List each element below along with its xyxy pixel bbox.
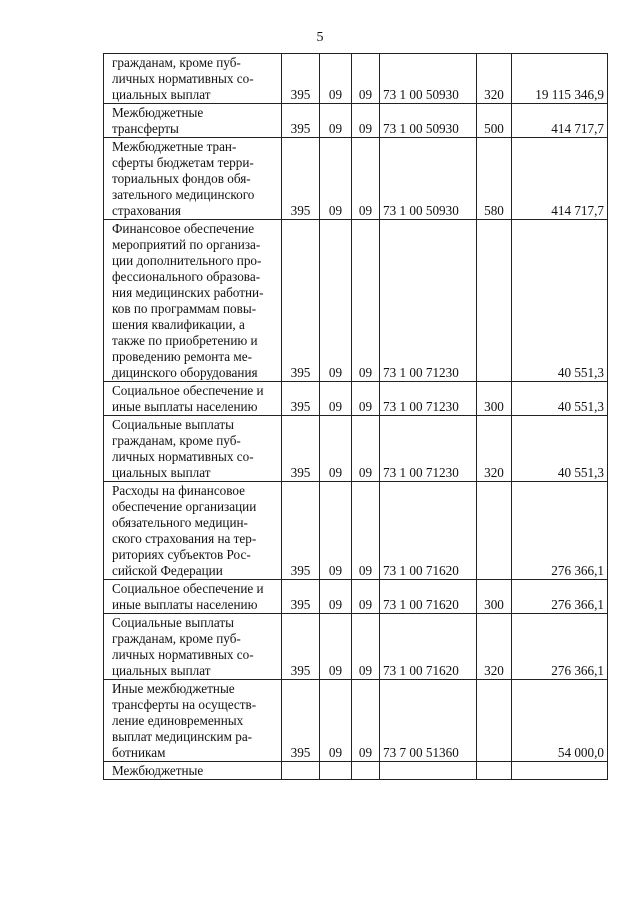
target-article-cell: 73 1 00 71620 bbox=[380, 614, 477, 680]
target-article-cell: 73 1 00 71620 bbox=[380, 580, 477, 614]
item-name-line: также по приобретению и bbox=[112, 333, 258, 348]
expense-type-cell: 300 bbox=[477, 382, 512, 416]
section-code-cell: 09 bbox=[320, 580, 352, 614]
item-name-cell bbox=[104, 482, 282, 580]
item-name-line: страхования bbox=[112, 203, 181, 218]
ministry-code-cell: 395 bbox=[282, 416, 320, 482]
item-name-line: Межбюджетные тран- bbox=[112, 139, 237, 154]
table-row bbox=[104, 54, 608, 104]
ministry-code-cell: 395 bbox=[282, 138, 320, 220]
item-name-cell bbox=[104, 416, 282, 482]
item-name bbox=[112, 763, 277, 779]
target-article-cell: 73 1 00 71230 bbox=[380, 382, 477, 416]
amount-cell: 276 366,1 bbox=[512, 580, 608, 614]
expense-type-cell: 320 bbox=[477, 614, 512, 680]
subsection-code-cell: 09 bbox=[352, 220, 380, 382]
table-row bbox=[104, 220, 608, 382]
table-row bbox=[104, 416, 608, 482]
item-name-line: иные выплаты населению bbox=[112, 597, 258, 612]
item-name-line: личных нормативных со- bbox=[112, 647, 254, 662]
subsection-code-cell: 09 bbox=[352, 580, 380, 614]
table-row bbox=[104, 104, 608, 138]
item-name bbox=[112, 483, 277, 579]
item-name-line: гражданам, кроме пуб- bbox=[112, 631, 241, 646]
item-name-line: риториях субъектов Рос- bbox=[112, 547, 251, 562]
ministry-code-cell: 395 bbox=[282, 220, 320, 382]
table-row bbox=[104, 762, 608, 780]
item-name-cell bbox=[104, 54, 282, 104]
item-name bbox=[112, 221, 277, 381]
item-name bbox=[112, 383, 277, 415]
expense-type-cell bbox=[477, 482, 512, 580]
item-name-line: сферты бюджетам терри- bbox=[112, 155, 254, 170]
ministry-code-cell: 395 bbox=[282, 382, 320, 416]
ministry-code-cell: 395 bbox=[282, 104, 320, 138]
section-code-cell: 09 bbox=[320, 416, 352, 482]
item-name-line: дицинского оборудования bbox=[112, 365, 258, 380]
subsection-code-cell: 09 bbox=[352, 54, 380, 104]
expense-type-cell: 320 bbox=[477, 54, 512, 104]
item-name-line: гражданам, кроме пуб- bbox=[112, 55, 241, 70]
table-row bbox=[104, 482, 608, 580]
item-name-cell bbox=[104, 104, 282, 138]
section-code-cell: 09 bbox=[320, 54, 352, 104]
target-article-cell: 73 1 00 50930 bbox=[380, 54, 477, 104]
budget-table bbox=[103, 53, 608, 780]
item-name bbox=[112, 615, 277, 679]
amount-cell: 54 000,0 bbox=[512, 680, 608, 762]
table-row bbox=[104, 382, 608, 416]
amount-cell: 276 366,1 bbox=[512, 614, 608, 680]
item-name-line: Расходы на финансовое bbox=[112, 483, 246, 498]
subsection-code-cell: 09 bbox=[352, 416, 380, 482]
subsection-code-cell bbox=[352, 762, 380, 780]
ministry-code-cell: 395 bbox=[282, 680, 320, 762]
item-name-cell bbox=[104, 580, 282, 614]
expense-type-cell: 580 bbox=[477, 138, 512, 220]
section-code-cell: 09 bbox=[320, 680, 352, 762]
amount-cell: 414 717,7 bbox=[512, 138, 608, 220]
ministry-code-cell: 395 bbox=[282, 614, 320, 680]
page-number: 5 bbox=[316, 30, 324, 45]
target-article-cell: 73 7 00 51360 bbox=[380, 680, 477, 762]
item-name-line: фессионального образова- bbox=[112, 269, 261, 284]
item-name-line: Иные межбюджетные bbox=[112, 681, 235, 696]
subsection-code-cell: 09 bbox=[352, 614, 380, 680]
item-name-line: Межбюджетные bbox=[112, 105, 204, 120]
item-name-line: Финансовое обеспечение bbox=[112, 221, 255, 236]
item-name-line: ции дополнительного про- bbox=[112, 253, 262, 268]
expense-type-cell bbox=[477, 220, 512, 382]
ministry-code-cell bbox=[282, 762, 320, 780]
amount-cell: 276 366,1 bbox=[512, 482, 608, 580]
item-name-line: обеспечение организации bbox=[112, 499, 257, 514]
table-row bbox=[104, 138, 608, 220]
item-name-line: циальных выплат bbox=[112, 87, 211, 102]
item-name-cell bbox=[104, 138, 282, 220]
table-row bbox=[104, 614, 608, 680]
item-name-line: зательного медицинского bbox=[112, 187, 255, 202]
item-name-line: Социальное обеспечение и bbox=[112, 581, 264, 596]
item-name-line: личных нормативных со- bbox=[112, 449, 254, 464]
expense-type-cell: 300 bbox=[477, 580, 512, 614]
subsection-code-cell: 09 bbox=[352, 382, 380, 416]
ministry-code-cell: 395 bbox=[282, 54, 320, 104]
section-code-cell: 09 bbox=[320, 382, 352, 416]
item-name-line: трансферты на осуществ- bbox=[112, 697, 257, 712]
item-name-line: ботникам bbox=[112, 745, 166, 760]
expense-type-cell bbox=[477, 680, 512, 762]
section-code-cell: 09 bbox=[320, 614, 352, 680]
item-name-line: Межбюджетные bbox=[112, 763, 204, 778]
item-name-line: Социальное обеспечение и bbox=[112, 383, 264, 398]
section-code-cell: 09 bbox=[320, 138, 352, 220]
target-article-cell: 73 1 00 71230 bbox=[380, 416, 477, 482]
target-article-cell bbox=[380, 762, 477, 780]
item-name-line: сийской Федерации bbox=[112, 563, 223, 578]
target-article-cell: 73 1 00 71620 bbox=[380, 482, 477, 580]
amount-cell: 414 717,7 bbox=[512, 104, 608, 138]
item-name-cell bbox=[104, 680, 282, 762]
item-name bbox=[112, 139, 277, 219]
item-name-line: трансферты bbox=[112, 121, 179, 136]
item-name-line: Социальные выплаты bbox=[112, 417, 234, 432]
item-name-cell bbox=[104, 614, 282, 680]
section-code-cell: 09 bbox=[320, 482, 352, 580]
item-name bbox=[112, 681, 277, 761]
item-name-line: ление единовременных bbox=[112, 713, 244, 728]
expense-type-cell: 500 bbox=[477, 104, 512, 138]
item-name bbox=[112, 581, 277, 613]
item-name-line: мероприятий по организа- bbox=[112, 237, 261, 252]
item-name-line: циальных выплат bbox=[112, 465, 211, 480]
item-name-cell bbox=[104, 762, 282, 780]
item-name bbox=[112, 55, 277, 103]
item-name-line: Социальные выплаты bbox=[112, 615, 234, 630]
target-article-cell: 73 1 00 50930 bbox=[380, 104, 477, 138]
table-row bbox=[104, 680, 608, 762]
subsection-code-cell: 09 bbox=[352, 138, 380, 220]
item-name-cell bbox=[104, 382, 282, 416]
amount-cell: 19 115 346,9 bbox=[512, 54, 608, 104]
section-code-cell: 09 bbox=[320, 220, 352, 382]
item-name-line: ков по программам повы- bbox=[112, 301, 257, 316]
subsection-code-cell: 09 bbox=[352, 482, 380, 580]
ministry-code-cell: 395 bbox=[282, 482, 320, 580]
ministry-code-cell: 395 bbox=[282, 580, 320, 614]
item-name-line: гражданам, кроме пуб- bbox=[112, 433, 241, 448]
item-name-line: ториальных фондов обя- bbox=[112, 171, 251, 186]
item-name-line: иные выплаты населению bbox=[112, 399, 258, 414]
target-article-cell: 73 1 00 71230 bbox=[380, 220, 477, 382]
item-name-line: шения квалификации, а bbox=[112, 317, 245, 332]
item-name bbox=[112, 417, 277, 481]
item-name-line: ского страхования на тер- bbox=[112, 531, 257, 546]
target-article-cell: 73 1 00 50930 bbox=[380, 138, 477, 220]
item-name-line: личных нормативных со- bbox=[112, 71, 254, 86]
expense-type-cell bbox=[477, 762, 512, 780]
item-name bbox=[112, 105, 277, 137]
item-name-cell bbox=[104, 220, 282, 382]
amount-cell bbox=[512, 762, 608, 780]
amount-cell: 40 551,3 bbox=[512, 416, 608, 482]
item-name-line: обязательного медицин- bbox=[112, 515, 248, 530]
amount-cell: 40 551,3 bbox=[512, 382, 608, 416]
item-name-line: ния медицинских работни- bbox=[112, 285, 264, 300]
item-name-line: циальных выплат bbox=[112, 663, 211, 678]
subsection-code-cell: 09 bbox=[352, 680, 380, 762]
amount-cell: 40 551,3 bbox=[512, 220, 608, 382]
subsection-code-cell: 09 bbox=[352, 104, 380, 138]
section-code-cell: 09 bbox=[320, 104, 352, 138]
table-row bbox=[104, 580, 608, 614]
section-code-cell bbox=[320, 762, 352, 780]
expense-type-cell: 320 bbox=[477, 416, 512, 482]
item-name-line: проведению ремонта ме- bbox=[112, 349, 253, 364]
item-name-line: выплат медицинским ра- bbox=[112, 729, 253, 744]
